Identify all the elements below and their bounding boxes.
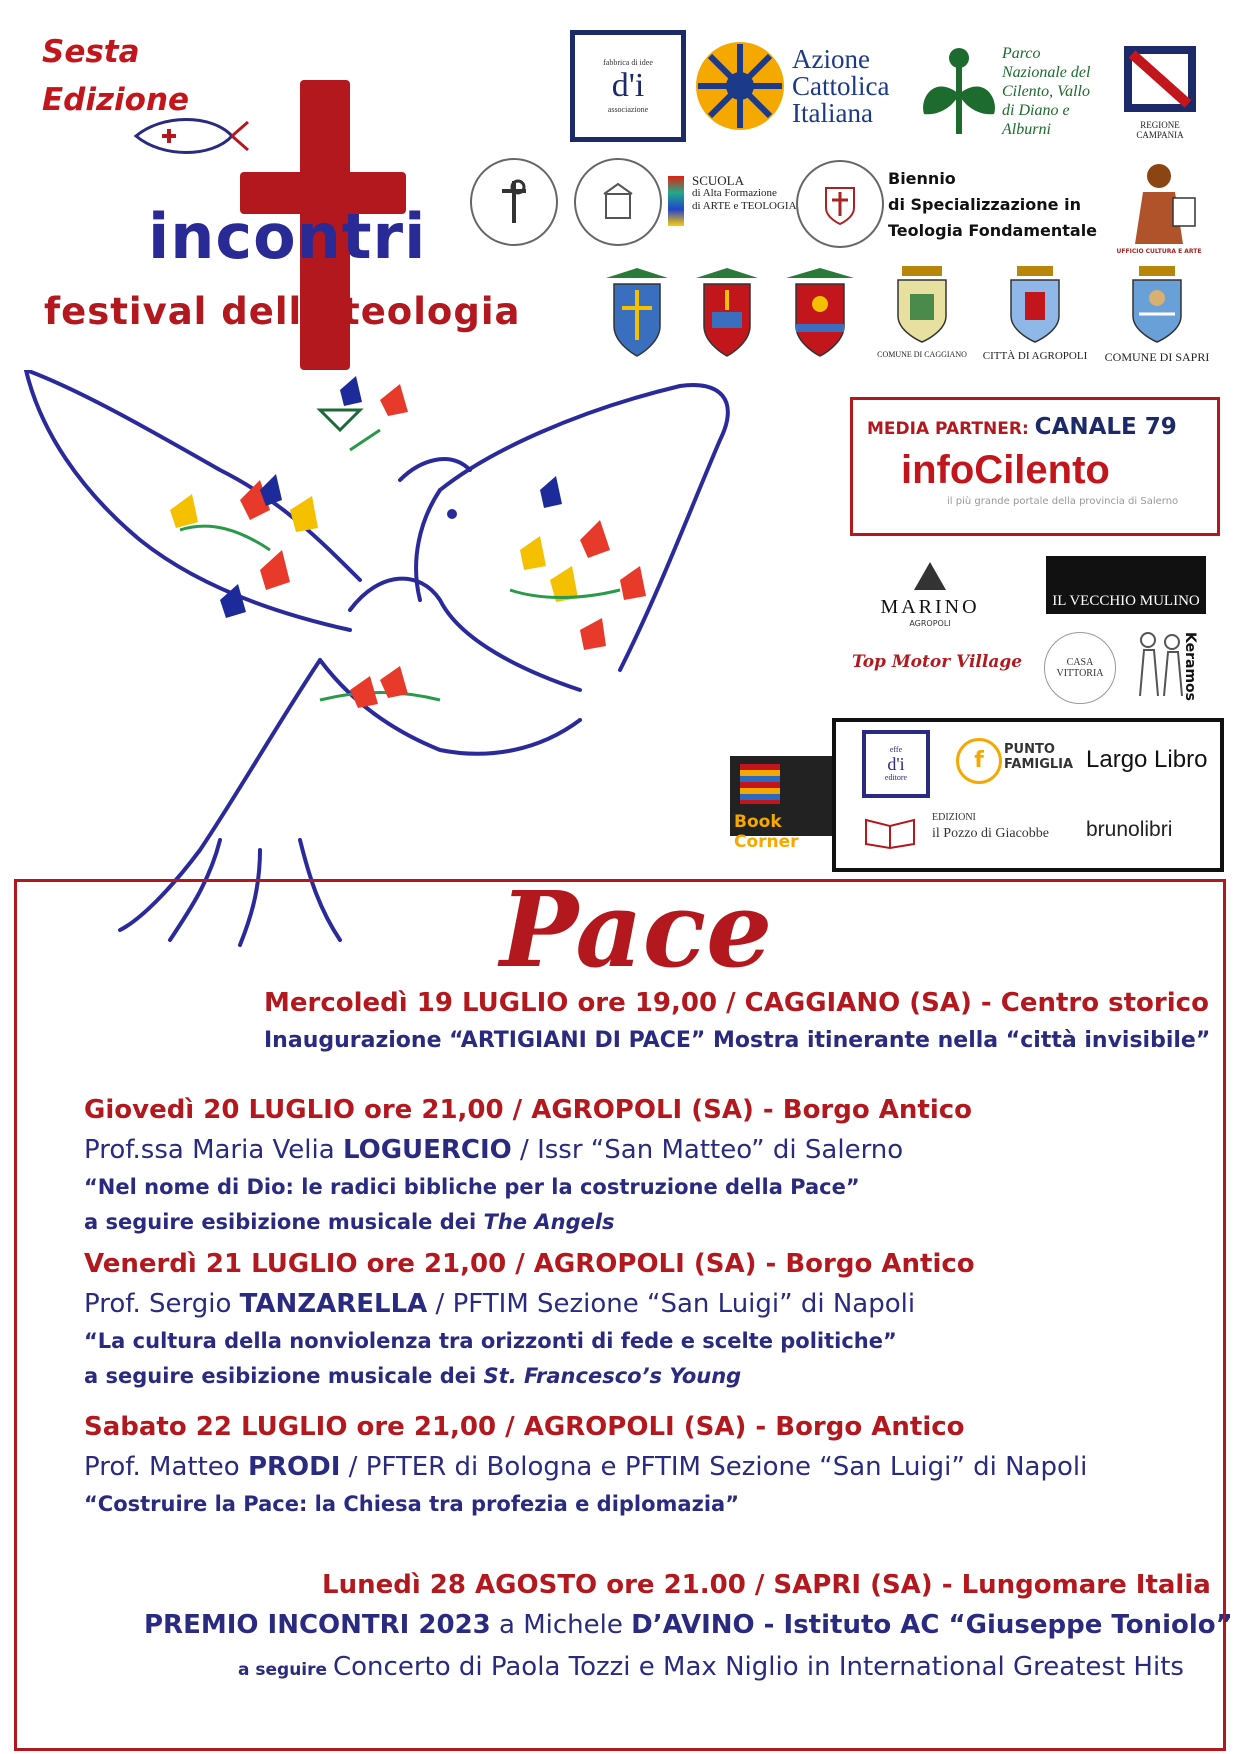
saint-figure-icon xyxy=(1119,160,1199,244)
caggiano-label: COMUNE DI CAGGIANO xyxy=(877,350,967,359)
event-4-speaker-name: PRODI xyxy=(247,1452,341,1482)
punto-famiglia-text xyxy=(1004,742,1073,772)
diocese-arms-1-icon xyxy=(600,268,674,364)
edition-label: Sesta Edizione xyxy=(42,34,190,118)
brand-word: incontri xyxy=(148,200,427,273)
media-partner-line xyxy=(867,414,1177,440)
keramos-figures-icon xyxy=(1130,628,1190,698)
brand-subtitle: festival della teologia xyxy=(44,290,521,333)
event-3-speaker-pre: Prof. Sergio xyxy=(84,1289,240,1319)
top-motor-village-logo: Top Motor Village xyxy=(852,652,1023,672)
caggiano-shield-icon xyxy=(892,266,952,346)
regione-campania-logo xyxy=(1118,44,1202,140)
event-3-heading: Venerdì 21 LUGLIO ore 21,00 / AGROPOLI (SA) - Borgo Antico xyxy=(84,1249,975,1279)
event-5-award-name: D’AVINO xyxy=(631,1610,755,1640)
peace-dove-illustration xyxy=(20,370,840,950)
event-3-speaker-name: TANZARELLA xyxy=(239,1289,428,1319)
program-title: Pace xyxy=(500,868,773,991)
diocese-arms-3-icon xyxy=(780,268,860,364)
biennio-line2: di Specializzazione in xyxy=(888,195,1081,214)
event-4-title: “Costruire la Pace: la Chiesa tra profezia e diplomazia” xyxy=(84,1492,739,1516)
pontificia-facolta-seal xyxy=(796,160,884,248)
regione-shield-icon xyxy=(1118,44,1202,116)
effedi-line2: d'i xyxy=(887,754,905,774)
brunolibri-logo: brunolibri xyxy=(1086,818,1173,841)
fabbrica-mark: d'i xyxy=(611,67,645,104)
event-3-music-pre: a seguire esibizione musicale dei xyxy=(84,1364,484,1388)
scuola-line3: di ARTE e TEOLOGIA xyxy=(692,200,797,212)
diocese-arms-2-icon xyxy=(690,268,764,364)
pozzo-line1: EDIZIONI xyxy=(932,812,976,823)
pozzo-line2: il Pozzo di Giacobbe xyxy=(932,826,1050,841)
parco-cilento-text: Parco Nazionale del Cilento, Vallo di Diano e Alburni xyxy=(1002,45,1091,138)
parco-cilento-icon xyxy=(914,44,1004,136)
event-5-heading: Lunedì 28 AGOSTO ore 21.00 / SAPRI (SA) - Lungomare Italia xyxy=(322,1570,1211,1600)
citta-agropoli-logo xyxy=(980,266,1090,362)
event-3-title: “La cultura della nonviolenza tra orizzonti di fede e scelte politiche” xyxy=(84,1329,897,1353)
event-1-heading: Mercoledì 19 LUGLIO ore 19,00 / CAGGIANO (SA) - Centro storico xyxy=(264,988,1209,1018)
event-5-follow-pre: a seguire xyxy=(238,1660,333,1680)
punto-line2: FAMIGLIA xyxy=(1004,757,1074,772)
event-4-speaker-post: / PFTER di Bologna e PFTIM Sezione “San Luigi” di Napoli xyxy=(340,1452,1088,1482)
effedi-line1: effe xyxy=(889,745,903,754)
event-2-heading: Giovedì 20 LUGLIO ore 21,00 / AGROPOLI (SA) - Borgo Antico xyxy=(84,1095,973,1125)
media-partner-label: MEDIA PARTNER: xyxy=(867,419,1029,439)
azione-line2: Cattolica xyxy=(792,71,890,101)
event-2-speaker-pre: Prof.ssa Maria Velia xyxy=(84,1135,343,1165)
event-5-award-mid: a Michele xyxy=(490,1610,632,1640)
comune-sapri-logo xyxy=(1094,266,1220,365)
ufficio-label: UFFICIO CULTURA E ARTE xyxy=(1116,248,1202,255)
largo-libro-logo: Largo Libro xyxy=(1086,746,1208,773)
pozzo-giacobbe-text xyxy=(932,810,1049,842)
event-3-speaker-post: / PFTIM Sezione “San Luigi” di Napoli xyxy=(427,1289,916,1319)
event-1-description: Inaugurazione “ARTIGIANI DI PACE” Mostra itinerante nella “città invisibile” xyxy=(264,1028,1211,1053)
sapri-shield-icon xyxy=(1127,266,1187,346)
event-5-award xyxy=(144,1610,1233,1640)
infocilento-tagline: il più grande portale della provincia di Salerno xyxy=(947,496,1179,507)
event-2-music xyxy=(84,1210,615,1234)
sapri-label: COMUNE DI SAPRI xyxy=(1104,350,1210,364)
book-corner-logo xyxy=(730,756,834,852)
azione-line1: Azione xyxy=(792,44,870,74)
fabbrica-line1: fabbrica di idee xyxy=(603,58,653,67)
event-3-music xyxy=(84,1364,741,1388)
keramos-label: Keramos xyxy=(1182,632,1198,701)
vecchio-mulino-logo xyxy=(1046,556,1206,614)
event-5-follow xyxy=(238,1652,1184,1682)
scuola-arte-teologia-logo xyxy=(668,174,798,230)
event-4-heading: Sabato 22 LUGLIO ore 21,00 / AGROPOLI (SA) - Borgo Antico xyxy=(84,1412,965,1442)
casa-vittoria-line2: VITTORIA xyxy=(1056,668,1104,679)
comune-caggiano-logo xyxy=(872,266,972,359)
editorial-partners-box xyxy=(832,718,1224,872)
marino-logo xyxy=(860,560,1000,628)
open-book-icon xyxy=(862,814,918,850)
casa-vittoria-logo xyxy=(1044,632,1116,704)
fish-icon xyxy=(132,112,250,160)
azione-line3: Italiana xyxy=(792,98,873,128)
event-2-music-pre: a seguire esibizione musicale dei xyxy=(84,1210,484,1234)
vecchio-mulino-name: IL VECCHIO MULINO xyxy=(1052,593,1200,609)
punto-famiglia-icon: f xyxy=(956,738,1002,784)
issr-seal xyxy=(574,158,662,246)
book-corner-name: Book Corner xyxy=(734,812,799,852)
azione-cattolica-text xyxy=(792,46,889,127)
scuola-line1: SCUOLA xyxy=(692,173,745,188)
facolta-teologica-seal xyxy=(470,158,558,246)
media-partner-channel: CANALE 79 xyxy=(1034,414,1177,440)
biennio-line3: Teologia Fondamentale xyxy=(888,221,1098,240)
event-2-title: “Nel nome di Dio: le radici bibliche per la costruzione della Pace” xyxy=(84,1175,860,1199)
effedi-line3: editore xyxy=(884,773,908,782)
event-3-music-band: St. Francesco’s Young xyxy=(483,1364,742,1388)
fabbrica-line3: associazione xyxy=(607,105,649,114)
fabbrica-idee-logo xyxy=(570,30,686,142)
azione-cattolica-sun-icon xyxy=(694,40,786,132)
event-2-speaker-post: / Issr “San Matteo” di Salerno xyxy=(511,1135,904,1165)
ufficio-cultura-logo xyxy=(1100,160,1218,260)
media-partner-box xyxy=(850,397,1220,536)
punto-line1: PUNTO xyxy=(1004,742,1055,757)
casa-vittoria-line1: CASA xyxy=(1066,657,1094,668)
regione-label: REGIONE CAMPANIA xyxy=(1136,120,1184,140)
event-4-speaker-pre: Prof. Matteo xyxy=(84,1452,248,1482)
event-5-award-pre: PREMIO INCONTRI 2023 xyxy=(144,1610,491,1640)
agropoli-shield-icon xyxy=(1005,266,1065,346)
event-5-follow-text: Concerto di Paola Tozzi e Max Niglio in International Greatest Hits xyxy=(332,1652,1184,1682)
event-2-speaker xyxy=(84,1135,903,1165)
agropoli-label: CITTÀ DI AGROPOLI xyxy=(982,350,1088,362)
event-2-music-band: The Angels xyxy=(483,1210,615,1234)
effedi-logo xyxy=(862,730,930,798)
biennio-text xyxy=(888,166,1097,244)
infocilento-logo: infoCilento xyxy=(901,448,1110,492)
event-2-speaker-name: LOGUERCIO xyxy=(342,1135,512,1165)
scuola-color-bar xyxy=(668,176,684,226)
biennio-line1: Biennio xyxy=(888,169,956,188)
scuola-line2: di Alta Formazione xyxy=(692,187,777,199)
marino-sub: AGROPOLI xyxy=(909,619,951,628)
event-5-award-post: - Istituto AC “Giuseppe Toniolo” xyxy=(754,1610,1233,1640)
marino-crest-icon xyxy=(910,560,950,592)
event-4-speaker xyxy=(84,1452,1087,1482)
marino-name: MARINO xyxy=(880,596,980,618)
book-stack-icon xyxy=(740,764,780,804)
event-3-speaker xyxy=(84,1289,915,1319)
